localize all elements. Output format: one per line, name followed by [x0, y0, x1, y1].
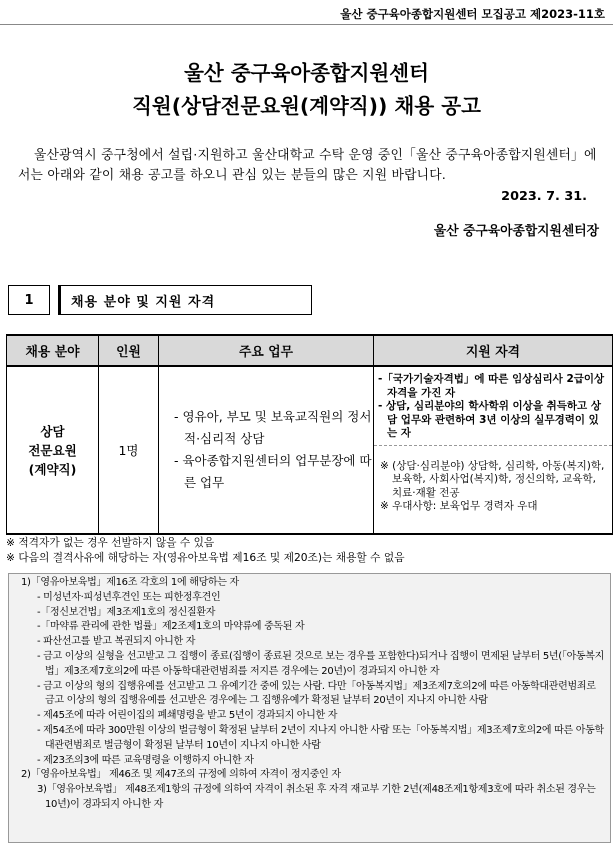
count-cell: 1명 — [99, 366, 159, 534]
recruitment-table — [6, 334, 613, 535]
qualification-item: - 상담, 심리분야의 학사학위 이상을 취득하고 상담 업무와 관련하여 3년 이상의 실무경력이 있는 자 — [378, 400, 601, 439]
notes-block — [6, 535, 405, 565]
disqualification-item: 3)「영유아보육법」 제48조제1항의 규정에 의하여 자격이 취소된 후 자격 재교부 기한 2년(제48조제1항제3호에 따라 취소된 경우는 10년)이 경과되지 아니한 자 — [37, 784, 596, 810]
qualifications-cell — [374, 366, 613, 534]
notice-date: 2023. 7. 31. — [501, 189, 587, 204]
qualification-note: ※ 우대사항: 보육업무 경력자 우대 — [380, 500, 538, 512]
field-cell — [7, 366, 99, 534]
header-duties: 주요 업무 — [159, 335, 374, 366]
disqualification-subitem: -「정신보건법」제3조제1호의 정신질환자 — [37, 606, 216, 618]
table-row — [7, 366, 613, 534]
disqualification-subitem: - 미성년자·피성년후견인 또는 피한정후견인 — [37, 591, 221, 603]
duties-cell — [159, 366, 374, 534]
note-item: ※ 다음의 결격사유에 해당하는 자(영유아보육법 제16조 및 제20조)는 채용할 수 없음 — [6, 551, 405, 564]
disqualification-subitem: - 제54조에 따라 300만원 이상의 벌금형이 확정된 날부터 2년이 지나지 아니한 사람 또는「아동복지법」제3조제7호의2에 따른 아동학대관련범죄로 벌금형이 확정된 날부터 10년이 지나지 아니한 사람 — [37, 724, 604, 751]
disqualification-subitem: - 파산선고를 받고 복권되지 아니한 자 — [37, 636, 196, 648]
field-line: 전문요원 — [28, 442, 77, 458]
issuer-name: 울산 중구육아종합지원센터장 — [433, 224, 599, 239]
qualification-note: ※ (상담·심리분야) 상담학, 심리학, 아동(복지)학, 보육학, 사회사업(복지)학, 정신의학, 교육학, 치료·재활 전공 — [380, 459, 605, 499]
disqualification-subitem: - 제23조의3에 따른 교육명령을 이행하지 아니한 자 — [37, 754, 254, 766]
header-field: 채용 분야 — [7, 335, 99, 366]
disqualification-subitem: - 금고 이상의 실형을 선고받고 그 집행이 종료(집행이 종료된 것으로 보는 경우를 포함한다)되거나 집행이 면제된 날부터 5년(「아동복지법」제3조제7호의2에 따른 아동학대관련범죄를 저지른 경우에는 20년)이 경과되지 아니한 자 — [37, 650, 605, 677]
duty-item: - 육아종합지원센터의 업무분장에 따른 업무 — [174, 453, 372, 490]
section-number: 1 — [8, 285, 50, 315]
disqualification-box — [8, 573, 611, 843]
page-title-line1: 울산 중구육아종합지원센터 — [184, 61, 429, 85]
field-line: (계약직) — [28, 461, 77, 477]
qualification-requirements — [374, 367, 612, 446]
disqualification-item: 2)「영유아보육법」 제46조 및 제47조의 규정에 의하여 자격이 정지중인 자 — [21, 769, 341, 781]
section-title: 채용 분야 및 지원 자격 — [58, 285, 312, 315]
intro-paragraph: 울산광역시 중구청에서 설립·지원하고 울산대학교 수탁 운영 중인「울산 중구육아종합지원센터」에서는 아래와 같이 채용 공고를 하오니 관심 있는 분들의 많은 지원 바랍니다. — [18, 148, 597, 183]
header-divider — [0, 24, 613, 25]
disqualification-subitem: - 금고 이상의 형의 집행유예를 선고받고 그 유예기간 중에 있는 사람. 다만「아동복지법」제3조제7호의2에 따른 아동학대관련범죄로 금고 이상의 형의 집행유예를 선고받은 경우에는 그 집행유예가 확정된 날부터 20년이 지나지 아니한 사람 — [37, 680, 596, 707]
header-qualifications: 지원 자격 — [374, 335, 613, 366]
disqualification-subitem: - 제45조에 따라 어린이집의 폐쇄명령을 받고 5년이 경과되지 아니한 자 — [37, 710, 338, 722]
field-line: 상담 — [40, 423, 65, 439]
page-title-line2: 직원(상담전문요원(계약직)) 채용 공고 — [132, 94, 481, 118]
duty-item: - 영유아, 부모 및 보육교직원의 정서적·심리적 상담 — [174, 409, 372, 446]
table-header-row — [7, 335, 613, 366]
note-item: ※ 적격자가 없는 경우 선발하지 않을 수 있음 — [6, 536, 215, 549]
disqualification-subitem: -「마약류 관리에 관한 법률」제2조제1호의 마약류에 중독된 자 — [37, 621, 305, 633]
qualification-item: -「국가기술자격법」에 따른 임상심리사 2급이상 자격을 가진 자 — [378, 373, 605, 399]
section-heading — [8, 285, 312, 315]
qualification-notes — [374, 446, 612, 522]
header-count: 인원 — [99, 335, 159, 366]
notice-number: 울산 중구육아종합지원센터 모집공고 제2023-11호 — [340, 7, 605, 21]
disqualification-item: 1)「영유아보육법」제16조 각호의 1에 해당하는 자 — [21, 577, 239, 588]
